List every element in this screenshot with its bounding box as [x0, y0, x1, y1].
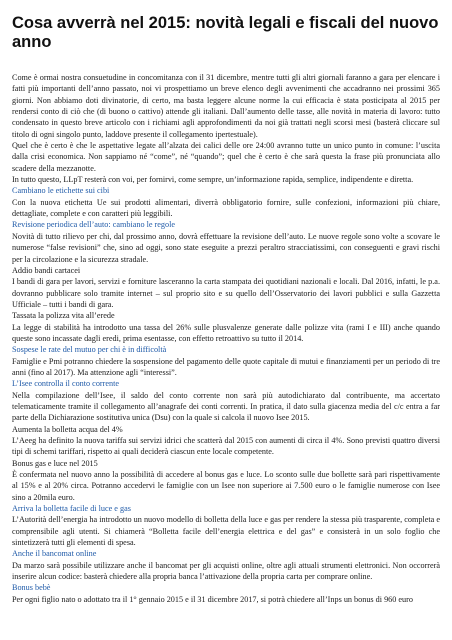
section-heading-link[interactable]: Bonus bebè: [12, 583, 51, 593]
section-heading-link[interactable]: L’Isee controlla il conto corrente: [12, 379, 120, 389]
section-heading-link[interactable]: Cambiano le etichette sui cibi: [12, 186, 110, 196]
paragraph: Bonus gas e luce nel 2015: [12, 458, 98, 468]
paragraph: Quel che è certo è che le aspettative legate all’alzata dei calici delle ore 24:00 avranno tutte un unico punto in comune: l’uscita dalla crisi economica. Non sappiamo né “come”, né “quando”; quel che è certo è che sarà questa la frase più pronunciata allo scadere della mezzanotte.: [12, 141, 440, 173]
paragraph: Con la nuova etichetta Ue sui prodotti alimentari, diverrà obbligatorio fornire, sulle confezioni, informazioni più chiare, dettagliate, complete e con caratteri più leggibili.: [12, 197, 440, 219]
paragraph: È confermata nel nuovo anno la possibilità di accedere al bonus gas e luce. Lo sconto sulle due bollette sarà pari rispettivamente al 15% e al 20% circa. Potranno accedervi le famiglie con un Isee non superiore ai 7.500 euro o le famiglie numerose con Isee sino a 20mila euro.: [12, 470, 440, 502]
section-heading-link[interactable]: Anche il bancomat online: [12, 549, 97, 559]
article-body: [12, 72, 440, 605]
paragraph: I bandi di gara per lavori, servizi e forniture lasceranno la carta stampata dei quotidiani nazionali e locali. Dal 2016, infatti, le p.a. dovranno pubblicare solo tramite internet – sul proprio sito e su quello dell’Osservatorio dei lavori pubblici e sulla Gazzetta Ufficiale – tutti i bandi di gara.: [12, 277, 440, 309]
paragraph: Tassata la polizza vita all’erede: [12, 311, 115, 321]
paragraph: La legge di stabilità ha introdotto una tassa del 26% sulle plusvalenze generate dalle polizze vita (rami I e III) anche quando queste sono incassate dagli eredi, prima esentasse, con effetto retroattivo su tutto il 2014.: [12, 322, 440, 343]
paragraph: Novità di tutto rilievo per chi, dal prossimo anno, dovrà effettuare la revisione dell’auto. Le nuove regole sono volte a scovare le numerose “false revisioni” che, sino ad oggi, sono state eseguite a prezzi peraltro stracciatissimi, con conseguenti e gravi rischi per la circolazione e la sicurezza stradale.: [12, 231, 440, 264]
paragraph: In tutto questo, LLpT resterà con voi, per fornirvi, come sempre, un’informazione rapida, semplice, indipendente e diretta.: [12, 175, 414, 185]
paragraph: Aumenta la bolletta acqua del 4%: [12, 424, 123, 434]
paragraph: L’Aeeg ha definito la nuova tariffa sui servizi idrici che scatterà dal 2015 con aumenti di circa il 4%. Sono previsti quattro diversi tipi di schemi tariffari, rispetto ai quali deciderà ciascun ente locale competente.: [12, 436, 440, 457]
paragraph: Addio bandi cartacei: [12, 265, 81, 275]
paragraph: Da marzo sarà possibile utilizzare anche il bancomat per gli acquisti online, oltre agli attuali strumenti elettronici. Non occorrerà inserire alcun codice: basterà chiedere alla propria banca l’attivazione della propria carta per comprare online.: [12, 560, 440, 582]
paragraph: L’Autorità dell’energia ha introdotto un nuovo modello di bolletta della luce e gas per rendere la stessa più trasparente, completa e comprensibile agli utenti. Si chiamerà “Bolletta facile dell’energia elettrica e del gas” e consisterà in un solo foglio che sintetizzerà tutti gli elementi di spesa.: [12, 515, 440, 548]
paragraph: Famiglie e Pmi potranno chiedere la sospensione del pagamento delle quote capitale di mutui e finanziamenti per un periodo di tre anni (fino al 2017). Ma attenzione agli “interessi”.: [12, 356, 440, 377]
article-title: Cosa avverrà nel 2015: novità legali e fiscali del nuovo anno: [12, 14, 439, 51]
paragraph: Per ogni figlio nato o adottato tra il 1° gennaio 2015 e il 31 dicembre 2017, si potrà chiedere all’Inps un bonus di 960 euro: [12, 594, 413, 604]
section-heading-link[interactable]: Revisione periodica dell’auto: cambiano le regole: [12, 220, 176, 230]
paragraph: Come è ormai nostra consuetudine in concomitanza con il 31 dicembre, mentre tutti gli altri giornali faranno a gara per elencare i fatti più importanti dell’anno passato, noi vi prospettiamo un breve elenco degli avvenimenti che accadranno nei prossimi 365 giorni. Non abbiamo doti divinatorie, di certo, ma basta leggere alcune norme la cui efficacia è stata posticipata al 2015 per rendersi conto di ciò che (di buono o cattivo) attende gli italiani. Dall’aumento delle tasse, alle novità in materia di lavoro: tutto condensato in questo breve articolo con i richiami agli approfondimenti da noi già trattati negli scorsi mesi (basterà cliccare sul titolo di ogni singolo punto, laddove presente il collegamento ipertestuale).: [12, 73, 440, 139]
paragraph: Nella compilazione dell’Isee, il saldo del conto corrente non sarà più autodichiarato dal contribuente, ma accertato telematicamente tramite il collegamento all’anagrafe dei conti correnti. In pratica, il dato sulla giacenza media del c/c entra a far parte della Dichiarazione sostitutiva unica (Dsu) con la quale si calcola il nuovo Isee 2015.: [12, 390, 440, 423]
section-heading-link[interactable]: Arriva la bolletta facile di luce e gas: [12, 504, 131, 514]
section-heading-link[interactable]: Sospese le rate del mutuo per chi è in difficoltà: [12, 345, 167, 355]
